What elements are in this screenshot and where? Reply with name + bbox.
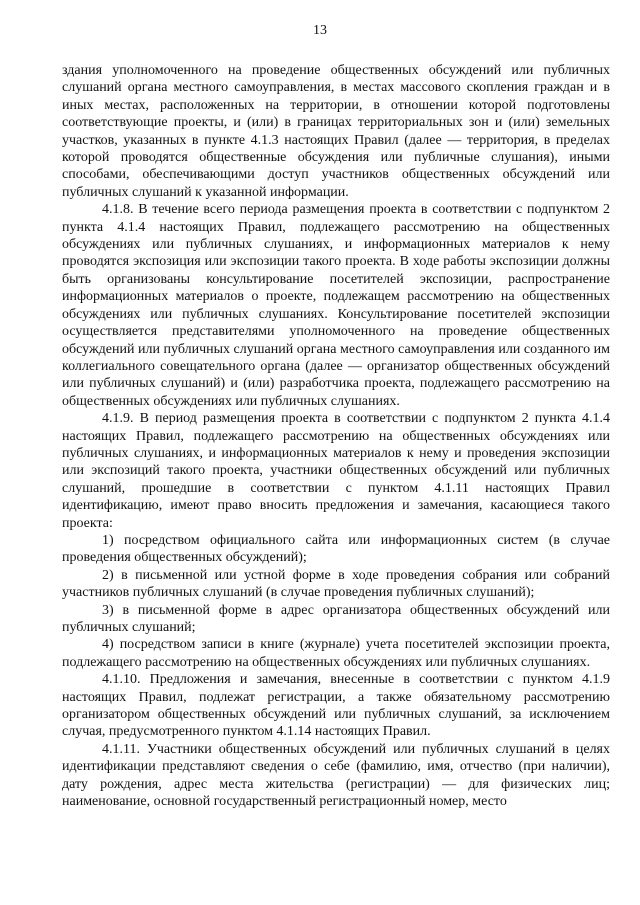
list-item-2: 2) в письменной или устной форме в ходе проведения собрания или собраний участников публичных слушаний (в случае проведения публичных слушаний); [62, 567, 610, 601]
paragraph-4-1-9: 4.1.9. В период размещения проекта в соответствии с подпунктом 2 пункта 4.1.4 настоящих Правил, подлежащего рассмотрению на общественных обсуждениях или публичных слушаниях, и информационных материалов к нему и проведения экспозиции или экспозиций такого проекта, участники общественных обсуждений или публичных слушаний, прошедшие в соответствии с пунктом 4.1.11 настоящих Правил идентификацию, имеют право вносить предложения и замечания, касающиеся такого проекта: [62, 411, 610, 531]
document-body [62, 62, 610, 810]
paragraph-4-1-8: 4.1.8. В течение всего периода размещения проекта в соответствии с подпунктом 2 пункта 4.1.4 настоящих Правил, подлежащего рассмотрению на общественных обсуждениях или публичных слушаниях, и информационных материалов к нему проводятся экспозиция или экспозиции такого проекта. В ходе работы экспозиции должны быть организованы консультирование посетителей экспозиции, распространение информационных материалов о проекте, подлежащем рассмотрению на общественных обсуждениях или публичных слушаниях. Консультирование посетителей экспозиции осуществляется представителями уполномоченного на проведение общественных обсуждений или публичных слушаний органа местного самоуправления или созданного им коллегиального совещательного органа (далее — организатор общественных обсуждений или публичных слушаний) и (или) разработчика проекта, подлежащего рассмотрению на общественных обсуждениях или публичных слушаниях. [62, 202, 610, 409]
list-item-3: 3) в письменной форме в адрес организатора общественных обсуждений или публичных слушаний; [62, 602, 610, 635]
list-item-1: 1) посредством официального сайта или информационных систем (в случае проведения общественных обсуждений); [62, 532, 610, 566]
list-item-4: 4) посредством записи в книге (журнале) учета посетителей экспозиции проекта, подлежащего рассмотрению на общественных обсуждениях или публичных слушаниях. [62, 637, 610, 670]
page-number: 13 [313, 23, 327, 38]
paragraph-4-1-11: 4.1.11. Участники общественных обсуждений или публичных слушаний в целях идентификации представляют сведения о себе (фамилию, имя, отчество (при наличии), дату рождения, адрес места жительства (регистрации) — для физических лиц; наименование, основной государственный регистрационный номер, место [62, 741, 610, 810]
paragraph-4-1-10: 4.1.10. Предложения и замечания, внесенные в соответствии с пунктом 4.1.9 настоящих Правил, подлежат регистрации, а также обязательному рассмотрению организатором общественных обсуждений или публичных слушаний, за исключением случая, предусмотренного пунктом 4.1.14 настоящих Правил. [62, 672, 610, 740]
paragraph-continuation: здания уполномоченного на проведение общественных обсуждений или публичных слушаний органа местного самоуправления, в местах массового скопления граждан и в иных местах, расположенных на территории, в отношении которой подготовлены соответствующие проекты, и (или) в границах территориальных зон и (или) земельных участков, указанных в пункте 4.1.3 настоящих Правил (далее — территория, в пределах которой проводятся общественные обсуждения или публичные слушания), иными способами, обеспечивающими доступ участников общественных обсуждений или публичных слушаний к указанной информации. [62, 63, 610, 200]
